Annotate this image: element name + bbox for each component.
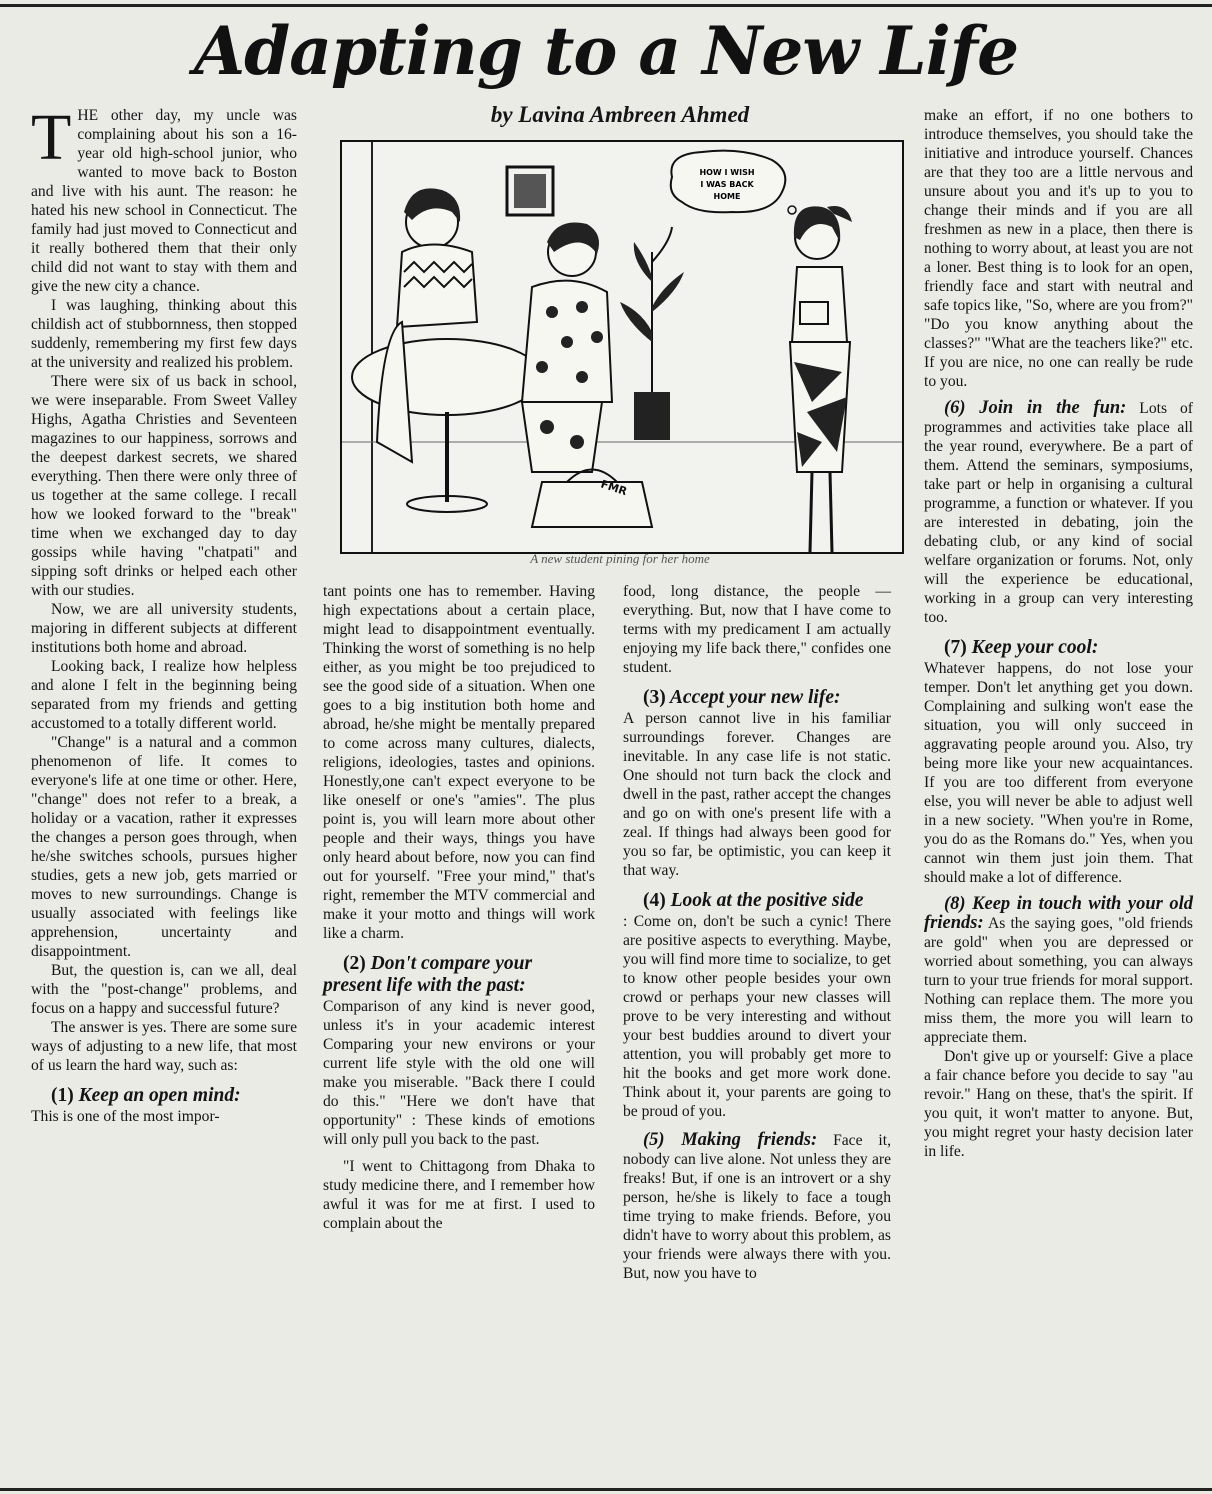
section-heading-6 — [944, 398, 1126, 418]
paragraph-text: As the saying goes, "old friends are gold" when you are depressed or worried about something, you can always turn to your true friends for moral support. Nothing can replace them. The more you miss them, the more you will learn to appreciate them. — [924, 915, 1193, 1046]
section-5 — [623, 1131, 891, 1283]
section-number: (2) — [343, 953, 366, 974]
section-title: Keep your cool: — [971, 637, 1099, 658]
drop-cap: T — [31, 101, 72, 174]
section-heading-2 — [323, 953, 595, 997]
paragraph: Don't give up or yourself: Give a place a fair chance before you decide to say "au revoir." Hang on these, that's the spirit. If you quit, it won't matter to anyone. But, you might regret your hasty decision later in life. — [924, 1048, 1193, 1160]
cartoon-drawing — [342, 142, 902, 552]
section-6 — [924, 399, 1193, 627]
paragraph: Whatever happens, do not lose your temper. Don't let anything get you down. Complaining and sulking won't ease the situation, you will only succeed in aggravating people around you. Also, try being more like your new acquaintances. If you are too different from everyone else, you will never be able to adjust well in a new society. "When you're in Rome, you do as the Romans do." Yes, when you cannot win them just join them. That should make a lot of difference. — [924, 660, 1193, 886]
section-number: (1) — [51, 1085, 74, 1106]
section-title: Look at the positive side — [670, 890, 864, 911]
column-3 — [623, 582, 891, 1283]
section-title: Keep in touch with your old friends: — [924, 894, 1194, 933]
paragraph: Looking back, I realize how helpless and alone I felt in the beginning being separated from my friends and getting accustomed to a totally different world. — [31, 658, 297, 732]
bubble-line-1: HOW I WISH — [699, 168, 755, 177]
paragraph: Now, we are all university students, majoring in different subjects at different institutions both home and abroad. — [31, 601, 297, 656]
paragraph: This is one of the most impor- — [31, 1108, 220, 1125]
section-heading-5 — [643, 1130, 817, 1150]
section-heading-3 — [623, 687, 891, 709]
paragraph-text: Face it, nobody can live alone. Not unless they are freaks! But, if one is an introvert or a shy person, he/she is likely to face a tough time trying to make friends. Before, you didn't have to worry about this problem, as your friends were always there with you. But, now you have to — [623, 1132, 891, 1282]
section-number: (5) — [643, 1130, 665, 1150]
cartoon-caption: A new student pining for her home — [530, 551, 710, 566]
artist-signature: FMR — [599, 477, 629, 499]
section-title: Don't compare your present life with the past: — [323, 953, 533, 996]
section-number: (7) — [944, 637, 967, 658]
paragraph-text: HE other day, my uncle was complaining about his son a 16-year old high-school junior, who wanted to move back to Boston and live with his aunt. The reason: he hated his new school in Connecticut. The family had just moved to Connecticut and it really bothered them that their only child did not want to stay with them and give the new city a chance. — [31, 107, 297, 295]
section-heading-1 — [31, 1085, 297, 1107]
paragraph: food, long distance, the people — everything. But, now that I have come to terms with my predicament I am actually enjoying my life back there," confides one student. — [623, 583, 891, 676]
section-title: Accept your new life: — [669, 687, 841, 708]
paragraph: "I went to Chittagong from Dhaka to study medicine there, and I remember how awful it was for me at first. I used to complain about the — [323, 1158, 595, 1232]
section-number: (8) — [944, 894, 966, 914]
paragraph: But, the question is, can we all, deal with the "post-change" problems, and focus on a happy and successful future? — [31, 962, 297, 1017]
column-1 — [31, 101, 297, 1126]
section-number: (4) — [643, 890, 666, 911]
paragraph-text: Lots of programmes and activities take place all the year round, everywhere. Be a part of them. Attend the seminars, symposiums, take part or help in organising a cultural programme, a function or whatever. If you are interested in debating, join the debating club, or any kind of social welfare organization or forums. Not, only will the experience be educational, working in a group can very interesting too. — [924, 400, 1193, 626]
plant-pot — [634, 392, 670, 440]
bag — [532, 482, 652, 527]
paragraph: A person cannot live in his familiar surroundings forever. Changes are inevitable. In any case life is not static. One should not turn back the clock and dwell in the past, rather accept the changes and go on with one's present life with a zeal. If things had always been good for you so far, be optimistic, you can keep it that way. — [623, 710, 891, 879]
paragraph — [31, 101, 297, 296]
paragraph: Comparison of any kind is never good, unless it's in your academic interest Comparing your new environs or your current life style with the old one will make you miserable. "Back there I could do this." "Here we don't have that opportunity" : These kinds of emotions will only pull you back to the past. — [323, 998, 595, 1148]
paragraph: "Change" is a natural and a common phenomenon of life. It comes to everyone's life at one time or other. Here, "change" does not refer to a break, a holiday or a vacation, rather it expresses the changes a person goes through, when he/she switches schools, pursues higher studies, gets a new job, gets married or moves to new surroundings. Change is usually associated with feelings like apprehension, uncertainty and disappointment. — [31, 734, 297, 960]
section-heading-7 — [924, 637, 1193, 659]
article-title: Adapting to a New Life — [193, 12, 1019, 90]
bubble-line-3: HOME — [713, 192, 741, 201]
bubble-line-2: I WAS BACK — [700, 180, 754, 189]
paragraph: : Come on, don't be such a cynic! There are positive aspects to everything. Maybe, you will find more time to socialize, to get to know other people besides your own crowd or perhaps your new classes will prove to be very interesting and without your best buddies around to divert your attention, you will probably get more to hit the books and get more work done. Think about it, your parents are going to be proud of you. — [623, 913, 891, 1120]
paragraph: tant points one has to remember. Having high expectations about a certain place, might lead to disappointment eventually. Thinking the worst of something is no help either, as you might be too prejudiced to see the good side of a situation. When one goes to a big institution both home and abroad, he/she might be mentally prepared to come across many cultures, dialects, religions, ideologies, tastes and opinions. Honestly,one can't expect everyone to be like oneself or one's "amies". The plus point is, you will learn more about other people and their ways, things you have only heard about before, now you can find out for yourself. "Free your mind," that's right, remember the MTV commercial and make it your motto and things will work like a charm. — [323, 583, 595, 942]
paragraph: I was laughing, thinking about this childish act of stubbornness, then stopped suddenly, remembering my first few days at the university and realized his problem. — [31, 297, 297, 371]
section-number: (6) — [944, 398, 966, 418]
paragraph: The answer is yes. There are some sure ways of adjusting to a new life, that most of us learn the hard way, such as: — [31, 1019, 297, 1074]
byline: by Lavina Ambreen Ahmed — [490, 102, 750, 127]
section-8 — [924, 895, 1193, 1047]
column-4 — [924, 106, 1193, 1161]
section-title: Keep an open mind: — [78, 1085, 241, 1106]
paragraph: There were six of us back in school, we were inseparable. From Sweet Valley Highs, Agatha Christies and Seventeen magazines to our happiness, sorrows and the deepest darkest secrets, we shared everything. Then there were only three of us together at the same college. I recall how we looked forward to the "break" time when we exchanged day to day gossips while having "chatpati" and sipping soft drinks or helped each other with our studies. — [31, 373, 297, 599]
section-title: Join in the fun: — [979, 398, 1127, 418]
column-2 — [323, 582, 595, 1233]
bottom-rule — [0, 1488, 1212, 1491]
section-title: Making friends: — [681, 1130, 818, 1150]
section-heading-4 — [623, 890, 891, 912]
section-number: (3) — [643, 687, 666, 708]
paragraph: make an effort, if no one bothers to introduce themselves, you should take the initiative and introduce yourself. Chances are that they too are a little nervous and unsure about you and it's up to you to change their minds and if you are all freshmen as new in a place, then there is nothing to worry about, at least you are not a loner. Best thing is to look for an open, friendly face and start with neutral and safe topics like, "So, where are you from?" "Do you know anything about the classes?" "What are the teachers like?" etc. If you are nice, no one can really be rude to you. — [924, 107, 1193, 390]
cartoon-illustration — [340, 140, 904, 554]
